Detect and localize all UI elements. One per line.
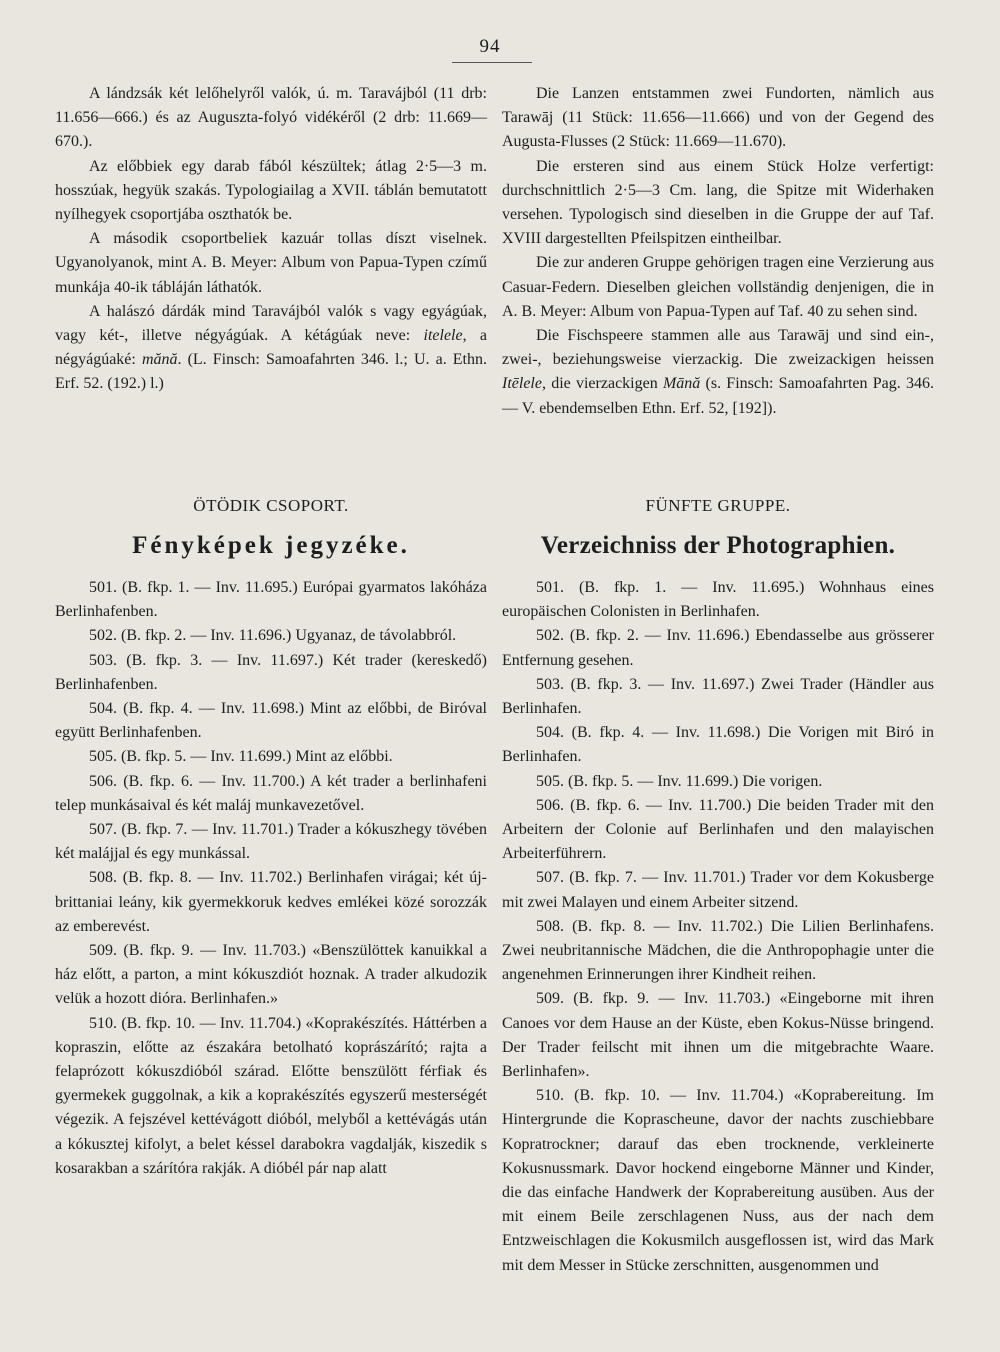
- left-entry-509: 509. (B. fkp. 9. — Inv. 11.703.) «Benszülöttek kanuikkal a ház előtt, a parton, a mint kókuszdiót hoznak. A trader alkudozik velük a hozott dióra. Berlinhafen.»: [55, 942, 487, 1008]
- right-entry-509: 509. (B. fkp. 9. — Inv. 11.703.) «Eingeborne mit ihren Canoes vor dem Hause an der Küste, eben Kokus-Nüsse bringend. Der Trader feilscht mit ihnen um die mitgebrachte Waare. Berlinhafen».: [502, 990, 934, 1081]
- right-entry-501: 501. (B. fkp. 1. — Inv. 11.695.) Wohnhaus eines europäischen Colonisten in Berlinhafen.: [502, 579, 934, 621]
- right-intro-paragraph-3: Die zur anderen Gruppe gehörigen tragen eine Verzierung aus Casuar-Federn. Dieselben gleichen vollständig denjenigen, die in A. B. Meyer: Album von Papua-Typen auf Taf. 40 zu sehen sind.: [502, 254, 934, 320]
- left-fish-text-mid: , a négyágúaké:: [55, 327, 488, 369]
- left-column-intro: [55, 82, 487, 397]
- left-entry-503: 503. (B. fkp. 3. — Inv. 11.697.) Két trader (kereskedő) Berlinhafenben.: [55, 651, 487, 693]
- right-entry-505: 505. (B. fkp. 5. — Inv. 11.699.) Die vorigen.: [536, 772, 823, 790]
- right-section-title: Verzeichniss der Photographien.: [540, 532, 896, 559]
- right-column-intro: [502, 82, 934, 421]
- left-fish-text-end: . (L. Finsch: Samoafahrten 346. l.; U. a. Ethn. Erf. 52. (192.) l.): [55, 351, 487, 393]
- right-photo-list: [502, 576, 934, 1278]
- right-entry-510: 510. (B. fkp. 10. — Inv. 11.704.) «Koprabereitung. Im Hintergrunde die Koprascheune, davor der nachts zuschiebbare Kopratrockner; darauf das eben trocknende, verkleinerte Kokusnussmark. Davor hockend eingeborne Männer und Kinder, die das einfache Handwerk der Koprabereitung ausüben. Aus der mit einem Beile zerschlagenen Nuss, aus der nach dem Entzweischlagen die Kokusmilch ausgeflossen ist, wird das Mark mit dem Messer in Stücke zerschnitten, ausgenommen und: [502, 1087, 934, 1274]
- left-section-heading: [55, 494, 487, 561]
- left-entry-501: 501. (B. fkp. 1. — Inv. 11.695.) Európai gyarmatos lakóháza Berlinhafenben.: [55, 579, 487, 621]
- left-fish-name-2: mănă: [141, 351, 178, 369]
- right-fish-text-mid: , die vierzackigen: [541, 375, 663, 393]
- left-entry-510: 510. (B. fkp. 10. — Inv. 11.704.) «Koprakészítés. Háttérben a kopraszin, előtte az északára betolható koprászárító; rajta a felaprózott kókuszdióból szárad. Előtte benszülött férfiak és gyermekek guggolnak, a kik a koprakészítés egyszerű mesterségét végezik. A fejszével kettévágott dióból, melyből a kettévágás után a kókusztej kifolyt, a belet késsel darabokra vagdalják, kiszedik s kosarakban a szárítóra rakják. A dióbél pár nap alatt: [55, 1014, 487, 1177]
- left-entry-504: 504. (B. fkp. 4. — Inv. 11.698.) Mint az előbbi, de Biróval együtt Berlinhafenben.: [55, 700, 487, 742]
- right-fish-name-2: Mānă: [662, 375, 701, 393]
- left-group-label: ÖTÖDIK CSOPORT.: [193, 496, 349, 515]
- right-entry-502: 502. (B. fkp. 2. — Inv. 11.696.) Ebendasselbe aus grösserer Entfernung gesehen.: [502, 627, 934, 669]
- left-section-title: Fényképek jegyzéke.: [132, 532, 410, 559]
- left-entry-507: 507. (B. fkp. 7. — Inv. 11.701.) Trader a kókuszhegy tövében két malájjal és egy munkással.: [55, 821, 487, 863]
- page-number: 94: [479, 36, 501, 57]
- right-group-label: FÜNFTE GRUPPE.: [645, 496, 791, 515]
- right-entry-506: 506. (B. fkp. 6. — Inv. 11.700.) Die beiden Trader mit den Arbeitern der Colonie auf Berlinhafen und den malayischen Arbeiterführern.: [502, 796, 934, 863]
- right-intro-paragraph-1: Die Lanzen entstammen zwei Fundorten, nämlich aus Tarawāj (11 Stück: 11.656—11.666) und von der Gegend des Augusta-Flusses (2 Stück: 11.669—11.670).: [502, 85, 934, 151]
- left-intro-paragraph-2: Az előbbiek egy darab fából készültek; átlag 2·5—3 m. hosszúak, hegyük szakás. Typologiailag a XVII. táblán bemutatott nyílhegyek csoportjába oszthatók be.: [55, 157, 487, 224]
- right-section-heading: [502, 494, 934, 561]
- left-entry-505: 505. (B. fkp. 5. — Inv. 11.699.) Mint az előbbi.: [89, 748, 393, 766]
- left-fish-name-1: itelele: [423, 327, 463, 345]
- right-entry-503: 503. (B. fkp. 3. — Inv. 11.697.) Zwei Trader (Händler aus Berlinhafen.: [502, 675, 934, 718]
- left-fish-spears-paragraph: [55, 300, 487, 397]
- left-entry-502: 502. (B. fkp. 2. — Inv. 11.696.) Ugyanaz, de távolabbról.: [89, 627, 457, 645]
- left-entry-506: 506. (B. fkp. 6. — Inv. 11.700.) A két trader a berlinhafeni telep munkásaival és két maláj munkavezetővel.: [55, 772, 487, 814]
- right-entry-507: 507. (B. fkp. 7. — Inv. 11.701.) Trader vor dem Kokusberge mit zwei Malayen und einem Arbeiter sitzend.: [502, 869, 934, 911]
- left-photo-list: [55, 576, 487, 1181]
- right-fish-text-start: Die Fischspeere stammen alle aus Tarawāj und sind ein-, zwei-, beziehungsweise vierzackig. Die zweizackigen heissen: [502, 327, 934, 369]
- right-entry-508: 508. (B. fkp. 8. — Inv. 11.702.) Die Lilien Berlinhafens. Zwei neubritannische Mädchen, die die Anthropophagie unter die angenehmen Erinnerungen ihrer Kindheit reihen.: [502, 917, 934, 984]
- right-fish-text-end: (s. Finsch: Samoafahrten Pag. 346. — V. ebendemselben Ethn. Erf. 52, [192]).: [502, 375, 934, 417]
- right-fish-name-1: Itēlele: [502, 375, 542, 393]
- right-intro-paragraph-2: Die ersteren sind aus einem Stück Holze verfertigt: durchschnittlich 2·5—3 Cm. lang, die Spitze mit Widerhaken versehen. Typologisch sind dieselben in die Gruppe der auf Taf. XVIII dargestellten Pfeilspitzen eintheilbar.: [502, 157, 934, 248]
- left-intro-paragraph-3: A második csoportbeliek kazuár tollas díszt viselnek. Ugyanolyanok, mint A. B. Meyer: Album von Papua-Typen czímű munkája 40-ik tábláján láthatók.: [55, 230, 487, 296]
- left-intro-paragraph-1: A lándzsák két lelőhelyről valók, ú. m. Taravájból (11 drb: 11.656—666.) és az Auguszta-folyó vidékéről (2 drb: 11.669—670.).: [55, 85, 487, 151]
- page-number-rule: [452, 62, 532, 63]
- left-fish-text-start: A halászó dárdák mind Taravájból valók s vagy egyágúak, vagy két-, illetve négyágúak. A kétágúak neve:: [55, 302, 487, 345]
- left-entry-508: 508. (B. fkp. 8. — Inv. 11.702.) Berlinhafen virágai; két új-brittaniai leány, kik gyermekkoruk kedves emlékei közé sorozzák az emberevést.: [55, 869, 487, 935]
- right-fish-spears-paragraph: [502, 324, 934, 421]
- right-entry-504: 504. (B. fkp. 4. — Inv. 11.698.) Die Vorigen mit Biró in Berlinhafen.: [502, 724, 934, 766]
